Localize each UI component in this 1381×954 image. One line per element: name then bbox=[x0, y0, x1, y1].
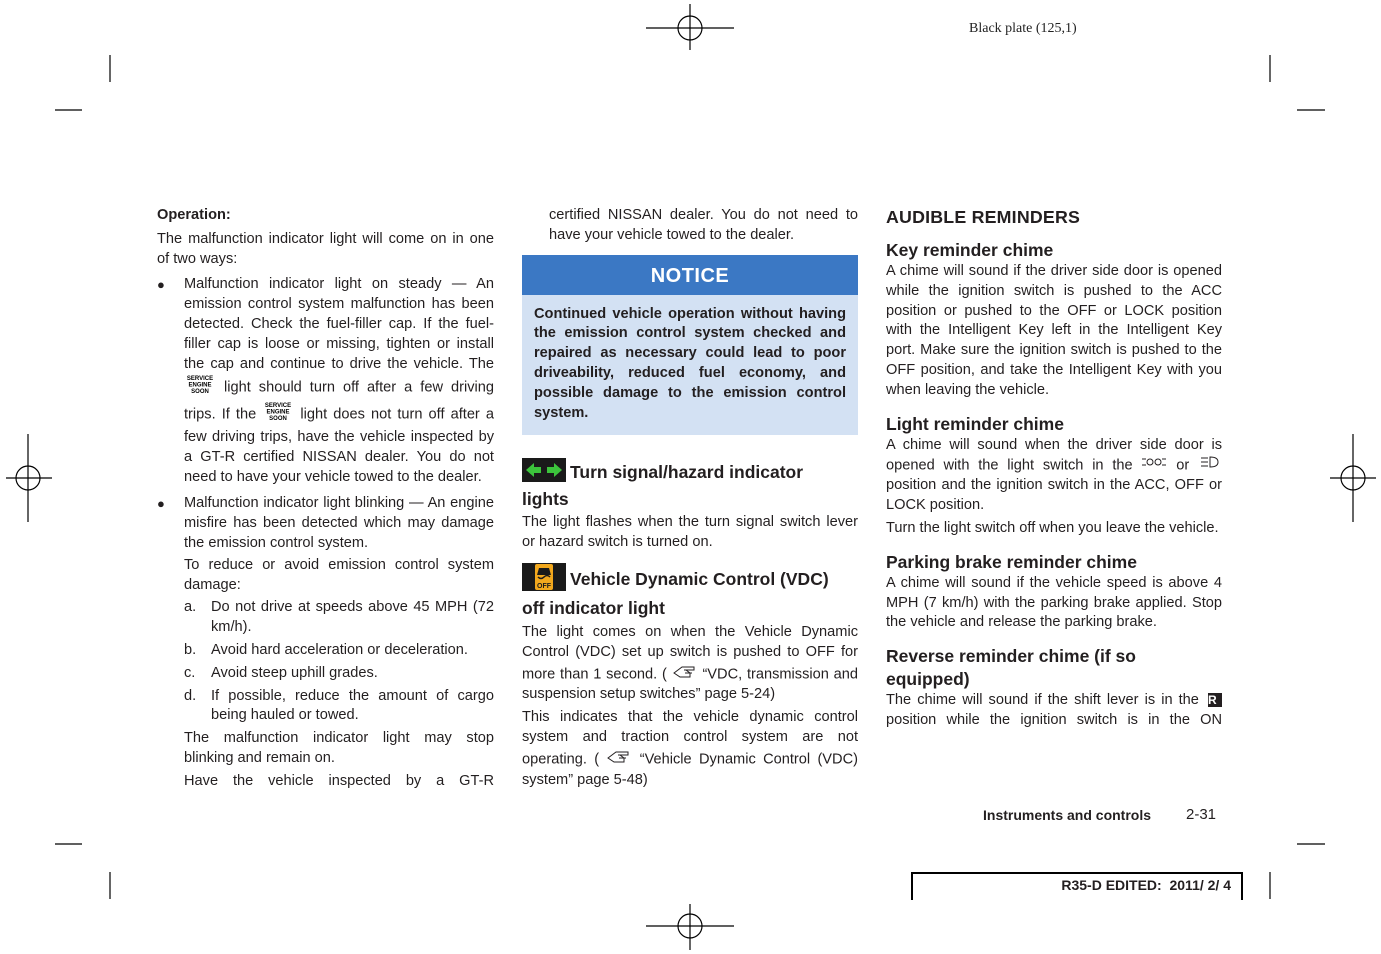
bullet-dot-icon: ● bbox=[157, 277, 165, 293]
turn-signal-heading bbox=[522, 458, 858, 511]
list-text: If possible, reduce the amount of cargo being hauled or towed. bbox=[211, 687, 494, 724]
vdc-body-1 bbox=[522, 623, 858, 705]
light-reminder-body-a: A chime will sound when the driver side door is opened with the light switch in the bbox=[886, 436, 1222, 474]
reverse-reminder-body bbox=[886, 691, 1222, 731]
bullet-steady-text-a: Malfunction indicator light on steady — An emission control system malfunction has been detected. Check the fuel-filler cap. If the fuel-filler cap is loose or missing, tighten or install the cap and continue to drive the vehicle. The bbox=[184, 276, 494, 372]
light-reminder-body-b: position and the ignition switch in the ACC, OFF or LOCK position. bbox=[886, 477, 1222, 514]
list-item bbox=[157, 664, 494, 684]
stop-paragraph: The malfunction indicator light may stop blinking and remain on. bbox=[184, 730, 494, 766]
turn-signal-body: The light flashes when the turn signal switch lever or hazard switch is turned on. bbox=[522, 514, 858, 551]
operation-title: Operation: bbox=[157, 207, 231, 223]
vdc-body-1a: The light comes on when the Vehicle Dynamic Control (VDC) set up switch is pushed to OFF for more than 1 second. ( bbox=[522, 623, 858, 682]
side-light-icon bbox=[1141, 455, 1167, 476]
list-label: d. bbox=[184, 687, 197, 704]
reference-hand-icon bbox=[672, 663, 698, 686]
sei-line3: SOON bbox=[269, 416, 288, 422]
vdc-heading-a: Vehicle Dynamic Control (VDC) bbox=[570, 568, 829, 589]
reverse-r-icon: R bbox=[1208, 693, 1222, 707]
left-column bbox=[157, 206, 494, 792]
footer-section-name: Instruments and controls bbox=[983, 807, 1152, 823]
service-engine-soon-icon bbox=[262, 401, 294, 428]
plate-label: Black plate (125,1) bbox=[969, 21, 1077, 36]
middle-column bbox=[522, 206, 858, 790]
light-or: or bbox=[1176, 457, 1190, 474]
bullet-dot-icon: ● bbox=[157, 496, 165, 512]
list-label: a. bbox=[184, 599, 197, 616]
light-reminder-body bbox=[886, 436, 1222, 516]
parking-reminder-heading: Parking brake reminder chime bbox=[886, 551, 1137, 572]
list-label: b. bbox=[184, 641, 197, 658]
light-reminder-body-2: Turn the light switch off when you leave the vehicle. bbox=[886, 520, 1219, 537]
vdc-heading-b: off indicator light bbox=[522, 597, 665, 618]
key-reminder-heading: Key reminder chime bbox=[886, 240, 1054, 260]
bullet-blinking-text: Malfunction indicator light blinking — An engine misfire has been detected which may damage the emission control system. bbox=[184, 495, 494, 551]
vdc-heading bbox=[522, 563, 858, 620]
vdc-body-2b: “Vehicle Dynamic Control (VDC) system” page 5-48) bbox=[522, 751, 858, 788]
list-item bbox=[157, 641, 494, 661]
reverse-body-a: The chime will sound if the shift lever is in the bbox=[886, 692, 1199, 709]
light-reminder-heading: Light reminder chime bbox=[886, 413, 1064, 434]
continued-paragraph: certified NISSAN dealer. You do not need to have your vehicle towed to the dealer. bbox=[549, 207, 858, 243]
notice-body: Continued vehicle operation without having the emission control system checked and repaired as necessary could lead to poor driveability, reduced fuel economy, and possible damage to the emission control system. bbox=[522, 295, 858, 436]
bullet-steady bbox=[157, 275, 494, 487]
list-text: Avoid hard acceleration or deceleration. bbox=[211, 641, 468, 658]
list-item bbox=[157, 687, 494, 727]
vdc-body-2 bbox=[522, 708, 858, 790]
bullet-blinking bbox=[157, 494, 494, 553]
bullet-steady-text-c: light does not turn off after a few driving trips, have the vehicle inspected by a GT-R certified NISSAN dealer. You do not need to have your vehicle towed to the dealer. bbox=[184, 406, 494, 485]
sei-line1: SERVICE bbox=[186, 376, 214, 383]
vdc-icon-text: OFF bbox=[537, 582, 551, 590]
vdc-section bbox=[522, 563, 858, 790]
sei-line3: SOON bbox=[191, 389, 209, 395]
sei-line1: SERVICE bbox=[265, 403, 292, 410]
list-text: Avoid steep uphill grades. bbox=[211, 664, 378, 681]
headlight-icon bbox=[1198, 455, 1222, 476]
edited-label: R35-D EDITED: 2011/ 2/ 4 bbox=[1061, 877, 1231, 893]
notice-title: NOTICE bbox=[522, 255, 858, 295]
turn-signal-section bbox=[522, 458, 858, 553]
bullet-steady-text-b: light should turn off after a few driving trips. If the bbox=[184, 379, 494, 423]
reverse-reminder-heading bbox=[886, 645, 1222, 691]
list-label: c. bbox=[184, 664, 196, 681]
list-text: Do not drive at speeds above 45 MPH (72 km/h). bbox=[211, 599, 494, 636]
vdc-body-2a: This indicates that the vehicle dynamic control system and traction control system are not operating. ( bbox=[522, 709, 858, 768]
right-column bbox=[886, 206, 1222, 731]
vdc-body-1b: “VDC, transmission and suspension setup switches” page 5-24) bbox=[522, 665, 858, 703]
reduce-paragraph: To reduce or avoid emission control system damage: bbox=[184, 556, 494, 593]
reference-hand-icon bbox=[606, 748, 632, 771]
have-paragraph: Have the vehicle inspected by a GT-R bbox=[184, 772, 494, 789]
sei-line2: ENGINE bbox=[266, 409, 290, 416]
section-title: AUDIBLE REMINDERS bbox=[886, 207, 1081, 227]
list-item bbox=[157, 598, 494, 638]
notice-box bbox=[522, 255, 858, 436]
turn-signal-heading-b: lights bbox=[522, 489, 569, 510]
page-number: 2-31 bbox=[1186, 806, 1217, 823]
key-reminder-body: A chime will sound if the driver side door is opened while the ignition switch is pushed to the ACC position or pushed to the OFF or LOCK position with the Intelligent Key left in the Intelligent Key port. Make sure the ignition switch is pushed to the OFF position, and take the Intelligent Key with you when leaving the vehicle. bbox=[886, 263, 1222, 398]
service-engine-soon-icon bbox=[184, 374, 216, 401]
turn-signal-heading-a: Turn signal/hazard indicator bbox=[570, 462, 804, 483]
vdc-off-icon bbox=[522, 563, 566, 597]
reverse-heading-b: equipped) bbox=[886, 669, 970, 690]
turn-signal-arrows-icon bbox=[522, 458, 566, 488]
edited-box bbox=[911, 872, 1243, 900]
reverse-body-b: position while the ignition switch is in the ON bbox=[886, 712, 1222, 729]
parking-reminder-body: A chime will sound if the vehicle speed is above 4 MPH (7 km/h) with the parking brake applied. Stop the vehicle and release the parking brake. bbox=[886, 574, 1222, 631]
reverse-heading-a: Reverse reminder chime (if so bbox=[886, 646, 1136, 667]
intro-paragraph: The malfunction indicator light will come on in one of two ways: bbox=[157, 230, 494, 267]
sei-line2: ENGINE bbox=[188, 382, 212, 389]
